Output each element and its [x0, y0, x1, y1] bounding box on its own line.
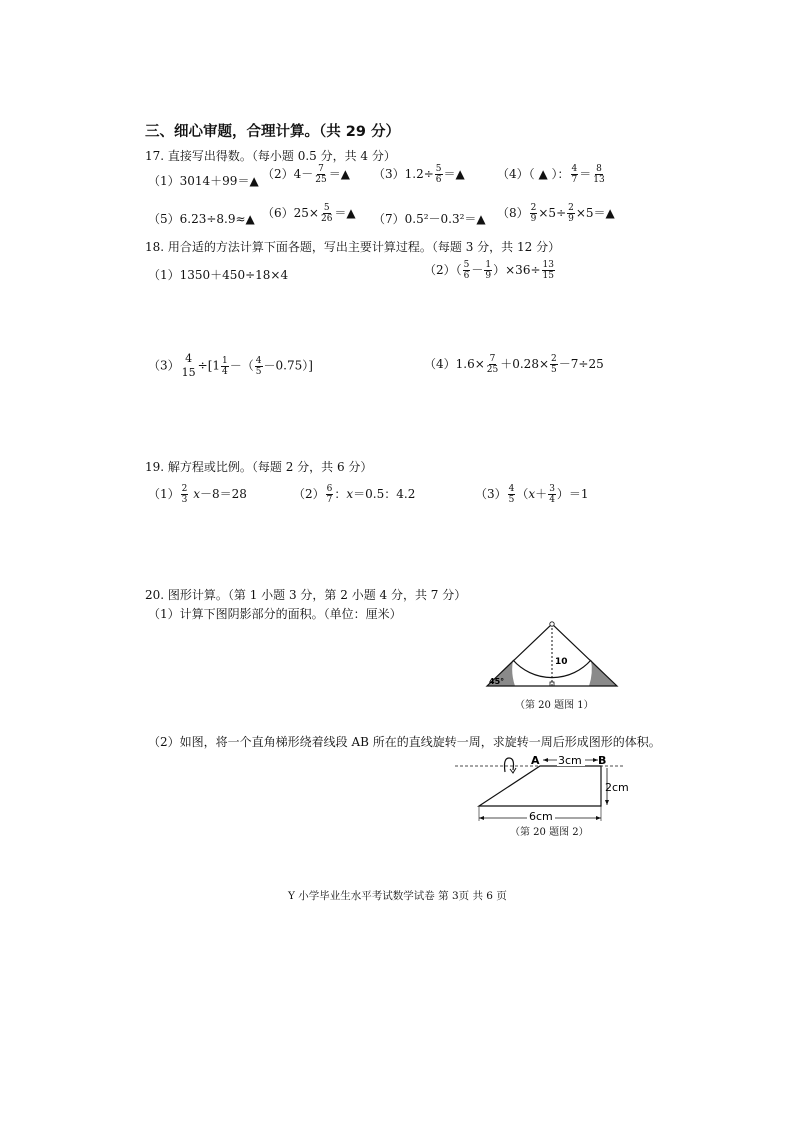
numerator: 2 — [568, 203, 574, 213]
q17-item-2 — [262, 164, 350, 185]
q20-title: 20. 图形计算。（第 1 小题 3 分，第 2 小题 4 分，共 7 分） — [145, 588, 467, 602]
fraction — [592, 164, 605, 185]
side-dimension-arrow — [605, 800, 609, 805]
numerator: 5 — [323, 203, 330, 213]
figure-1-caption: （第 20 题图 1） — [515, 700, 594, 711]
q19-item-3-post: ）＝1 — [556, 487, 589, 501]
numerator: 13 — [542, 260, 554, 270]
figure-2 — [455, 750, 635, 826]
denominator: 4 — [549, 495, 555, 505]
fraction — [181, 484, 189, 505]
q18-item-4-post: －7÷25 — [558, 357, 604, 371]
fraction — [181, 352, 197, 380]
fraction — [484, 260, 492, 281]
q20-sub1: （1）计算下图阴影部分的面积。（单位：厘米） — [148, 607, 402, 621]
trapezoid — [479, 766, 601, 806]
numerator: 2 — [551, 354, 557, 364]
q19-item-1-post: －8＝28 — [199, 487, 247, 501]
numerator: 1 — [485, 260, 492, 270]
q17-item-8-post: ×5＝▲ — [575, 206, 615, 220]
page-footer: Y 小学毕业生水平考试数学试卷 第 3页 共 6 页 — [288, 890, 507, 902]
q18-item-4-mid: ＋0.28× — [500, 357, 550, 371]
q19-item-1-pre: （1） — [148, 487, 180, 501]
q17-item-5: （5）6.23÷8.9≈▲ — [148, 212, 255, 226]
denominator: 7 — [571, 175, 578, 185]
q18-item-2-mid2: ）×36÷ — [493, 263, 541, 277]
q17-item-2-post: ＝▲ — [328, 167, 350, 181]
q17-item-4-mid: ＝ — [579, 167, 592, 181]
numerator: 1 — [222, 355, 228, 366]
q19-item-2 — [293, 484, 415, 505]
denominator: 5 — [508, 495, 515, 505]
q19-item-1 — [148, 484, 247, 505]
q17-item-4-pre: （4）（ ▲ ）： — [497, 167, 570, 181]
numerator: 8 — [596, 164, 602, 174]
fraction — [435, 164, 443, 185]
denominator: 25 — [486, 365, 499, 375]
numerator: 2 — [181, 484, 188, 494]
numerator: 5 — [463, 260, 470, 270]
q18-item-3-mid: ÷[1 — [197, 358, 221, 373]
q19-item-3-mid: （ — [516, 487, 529, 501]
q19-item-2-post: ＝0.5：4.2 — [353, 487, 416, 501]
variable-x: x — [193, 487, 200, 501]
fraction — [326, 484, 334, 505]
denominator: 6 — [435, 175, 442, 185]
q19-item-3-pre: （3） — [475, 487, 507, 501]
denominator: 15 — [181, 366, 196, 379]
denominator: 7 — [326, 495, 333, 505]
denominator: 9 — [485, 271, 492, 281]
numerator: 7 — [318, 164, 324, 174]
q17-title: 17. 直接写出得数。（每小题 0.5 分，共 4 分） — [145, 149, 396, 163]
fraction — [320, 203, 333, 224]
q19-item-3 — [475, 484, 589, 505]
fraction — [542, 260, 555, 281]
angle-label: 45° — [489, 677, 505, 686]
bottom-dimension-label: 6cm — [529, 810, 553, 823]
q18-item-3-mid2: －（ — [229, 358, 254, 373]
numerator: 5 — [435, 164, 442, 174]
q18-item-3-post: －0.75）] — [263, 358, 313, 373]
fraction — [486, 354, 499, 375]
numerator: 6 — [326, 484, 333, 494]
q17-item-3-post: ＝▲ — [443, 167, 465, 181]
q17-item-6-pre: （6）25× — [262, 206, 319, 220]
numerator: 7 — [489, 354, 496, 364]
denominator: 5 — [551, 365, 557, 375]
fraction — [571, 164, 579, 185]
height-label: 10 — [555, 657, 568, 667]
variable-x: x — [528, 487, 536, 501]
q17-item-3-pre: （3）1.2÷ — [373, 167, 434, 181]
denominator: 25 — [315, 175, 327, 185]
denominator: 9 — [530, 214, 537, 224]
denominator: 6 — [463, 271, 470, 281]
fraction — [221, 356, 229, 377]
q18-item-2 — [424, 260, 556, 281]
q18-title: 18. 用合适的方法计算下面各题，写出主要计算过程。（每题 3 分，共 12 分） — [145, 240, 561, 254]
denominator: 15 — [542, 271, 554, 281]
top-dimension-label: 3cm — [558, 754, 582, 767]
apex-mark — [550, 622, 554, 626]
q17-item-3 — [373, 164, 465, 185]
numerator: 2 — [530, 203, 537, 213]
numerator: 4 — [508, 484, 515, 494]
q17-item-7: （7）0.5²－0.3²＝▲ — [373, 212, 486, 226]
denominator: 4 — [222, 366, 228, 377]
fraction — [567, 203, 575, 224]
q17-item-6-post: ＝▲ — [334, 206, 356, 220]
fraction — [255, 356, 263, 377]
figure-1 — [480, 616, 625, 696]
q17-item-8-mid: ×5÷ — [538, 206, 567, 220]
point-a-label: A — [531, 754, 540, 767]
q19-title: 19. 解方程或比例。（每题 2 分，共 6 分） — [145, 460, 373, 474]
q20-sub2: （2）如图，将一个直角梯形绕着线段 AB 所在的直线旋转一周，求旋转一周后形成图形的体积。 — [148, 735, 661, 749]
q18-item-3 — [148, 352, 313, 380]
variable-x: x — [346, 487, 354, 501]
q17-item-8 — [497, 203, 615, 224]
denominator: 3 — [181, 495, 188, 505]
numerator: 4 — [255, 355, 262, 366]
denominator: 5 — [255, 366, 262, 377]
fraction — [530, 203, 538, 224]
q17-item-4 — [497, 164, 607, 185]
q18-item-1: （1）1350＋450÷18×4 — [148, 268, 289, 282]
numerator: 4 — [571, 164, 578, 174]
q17-item-8-pre: （8） — [497, 206, 529, 220]
denominator: 13 — [593, 175, 605, 185]
rotation-arrow-icon — [505, 758, 514, 772]
q17-item-6 — [262, 203, 356, 224]
q19-item-3-plus: ＋ — [535, 487, 548, 501]
q18-item-4 — [424, 354, 604, 375]
numerator: 4 — [185, 352, 193, 365]
q18-item-3-pre: （3） — [148, 358, 180, 373]
numerator: 3 — [549, 484, 555, 494]
fraction — [548, 484, 556, 505]
q19-item-2-mid: ： — [334, 487, 347, 501]
q17-item-2-pre: （2）4－ — [262, 167, 314, 181]
section-title: 三、细心审题，合理计算。（共 29 分） — [145, 124, 401, 140]
fraction — [508, 484, 516, 505]
figure-2-caption: （第 20 题图 2） — [510, 827, 589, 838]
q18-item-2-pre: （2）（ — [424, 263, 462, 277]
fraction — [314, 164, 327, 185]
q18-item-4-pre: （4）1.6× — [424, 357, 485, 371]
point-b-label: B — [598, 754, 607, 767]
q17-item-1: （1）3014＋99＝▲ — [148, 174, 259, 188]
q19-item-2-pre: （2） — [293, 487, 325, 501]
fraction — [463, 260, 471, 281]
denominator: 9 — [568, 214, 574, 224]
denominator: 26 — [320, 214, 333, 224]
q18-item-2-mid: － — [471, 263, 484, 277]
side-dimension-label: 2cm — [605, 781, 629, 794]
fraction — [550, 354, 558, 375]
